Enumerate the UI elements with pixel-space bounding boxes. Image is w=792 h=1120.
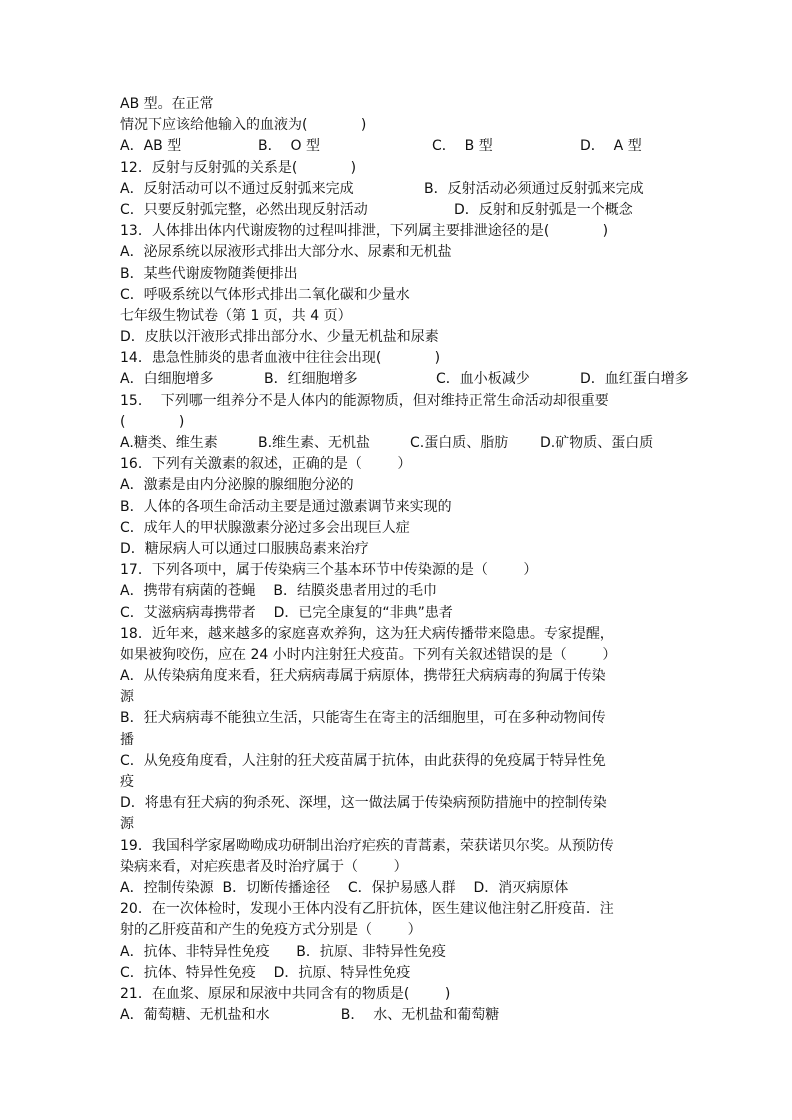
question-15-answer-paren: ( )	[120, 413, 185, 430]
question-16-option-a: A．激素是由内分泌腺的腺细胞分泌的	[120, 477, 354, 494]
question-18-option-b-line-2: 播	[120, 731, 134, 748]
question-19-stem-line-1: 19．我国科学家屠呦呦成功研制出治疗疟疾的青蒿素，荣获诺贝尔奖。从预防传	[120, 837, 614, 854]
question-12-stem: 12．反射与反射弧的关系是( )	[120, 159, 357, 176]
question-16-option-d: D．糖尿病人可以通过口服胰岛素来治疗	[120, 540, 369, 557]
question-18-option-d-line-2: 源	[120, 816, 134, 833]
question-20-stem-line-2: 射的乙肝疫苗和产生的免疫方式分别是（ ）	[120, 922, 422, 939]
option-b: B． O 型	[258, 138, 320, 155]
question-20-options-cd: C．抗体、特异性免疫 D．抗原、特异性免疫	[120, 964, 411, 981]
question-13-option-c: C．呼吸系统以气体形式排出二氧化碳和少量水	[120, 286, 410, 303]
question-16-option-b: B．人体的各项生命活动主要是通过激素调节来实现的	[120, 498, 452, 515]
option-b: B．红细胞增多	[264, 371, 358, 388]
question-18-stem-line-1: 18．近年来，越来越多的家庭喜欢养狗，这为狂犬病传播带来隐患。专家提醒，	[120, 625, 614, 642]
question-18-stem-line-2: 如果被狗咬伤，应在 24 小时内注射狂犬疫苗。下列有关叙述错误的是（ ）	[120, 646, 617, 663]
question-19-options: A．控制传染源 B．切断传播途径 C．保护易感人群 D．消灭病原体	[120, 879, 569, 896]
option-d: D.矿物质、蛋白质	[540, 435, 654, 451]
question-17-stem: 17．下列各项中，属于传染病三个基本环节中传染源的是（ ）	[120, 562, 538, 579]
option-a: A．白细胞增多	[120, 371, 214, 388]
question-15-stem: 15． 下列哪一组养分不是人体内的能源物质，但对维持正常生命活动却很重要	[120, 392, 609, 409]
question-13-option-a: A．泌尿系统以尿液形式排出大部分水、尿素和无机盐	[120, 244, 452, 261]
question-18-option-b-line-1: B．狂犬病病毒不能独立生活，只能寄生在寄主的活细胞里，可在多种动物间传	[120, 710, 606, 727]
question-13-option-d: D．皮肤以汗液形式排出部分水、少量无机盐和尿素	[120, 329, 439, 346]
option-c: C．血小板减少	[436, 371, 530, 388]
question-20-stem-line-1: 20．在一次体检时，发现小王体内没有乙肝抗体，医生建议他注射乙肝疫苗．注	[120, 901, 614, 918]
question-13-stem: 13．人体排出体内代谢废物的过程叫排泄，下列属主要排泄途径的是( )	[120, 223, 609, 240]
question-16-option-c: C．成年人的甲状腺激素分泌过多会出现巨人症	[120, 519, 410, 536]
question-18-option-c-line-2: 疫	[120, 774, 134, 790]
question-14-options	[120, 369, 732, 390]
question-12-options-ab	[120, 179, 732, 200]
question-18-option-a-line-1: A．从传染病角度来看，狂犬病病毒属于病原体，携带狂犬病病毒的狗属于传染	[120, 668, 606, 685]
option-d: D．反射和反射弧是一个概念	[454, 201, 633, 218]
question-19-stem-line-2: 染病来看，对疟疾患者及时治疗属于（ ）	[120, 858, 408, 875]
question-17-options-cd: C．艾滋病病毒携带者 D．已完全康复的“非典”患者	[120, 604, 453, 621]
option-b: B．反射活动必须通过反射弧来完成	[424, 180, 644, 197]
option-c: C.蛋白质、脂肪	[410, 435, 509, 451]
option-a: A.糖类、维生素	[120, 435, 218, 451]
option-d: D．血红蛋白增多	[580, 371, 689, 388]
option-a: A．反射活动可以不通过反射弧来完成	[120, 180, 354, 197]
question-18-option-a-line-2: 源	[120, 689, 134, 706]
question-20-options-ab: A．抗体、非特异性免疫 B．抗原、非特异性免疫	[120, 943, 446, 960]
option-b: B.维生素、无机盐	[258, 435, 371, 451]
question-21-options-ab: A．葡萄糖、无机盐和水 B． 水、无机盐和葡萄糖	[120, 1007, 500, 1024]
question-fragment-options	[120, 136, 732, 157]
question-21-stem: 21．在血浆、原尿和尿液中共同含有的物质是( )	[120, 985, 451, 1002]
question-fragment-line-2: 情况下应该给他输入的血液为( )	[120, 117, 367, 134]
page-footer: 七年级生物试卷（第 1 页，共 4 页）	[120, 307, 352, 324]
question-12-options-cd	[120, 200, 732, 221]
question-17-options-ab: A．携带有病菌的苍蝇 B．结膜炎患者用过的毛巾	[120, 583, 437, 600]
question-14-stem: 14．患急性肺炎的患者血液中往往会出现( )	[120, 350, 441, 367]
option-c: C． B 型	[432, 138, 493, 155]
question-16-stem: 16．下列有关激素的叙述，正确的是（ ）	[120, 456, 412, 473]
option-a: A．AB 型	[120, 138, 182, 155]
option-d: D． A 型	[580, 138, 642, 155]
question-13-option-b: B．某些代谢废物随粪便排出	[120, 265, 298, 282]
option-c: C．只要反射弧完整，必然出现反射活动	[120, 201, 368, 218]
question-18-option-c-line-1: C．从免疫角度看，人注射的狂犬疫苗属于抗体，由此获得的免疫属于特异性免	[120, 752, 606, 769]
question-fragment-line-1: AB 型。在正常	[120, 96, 214, 112]
question-18-option-d-line-1: D．将患有狂犬病的狗杀死、深埋，这一做法属于传染病预防措施中的控制传染	[120, 795, 607, 812]
question-15-options	[120, 433, 732, 454]
